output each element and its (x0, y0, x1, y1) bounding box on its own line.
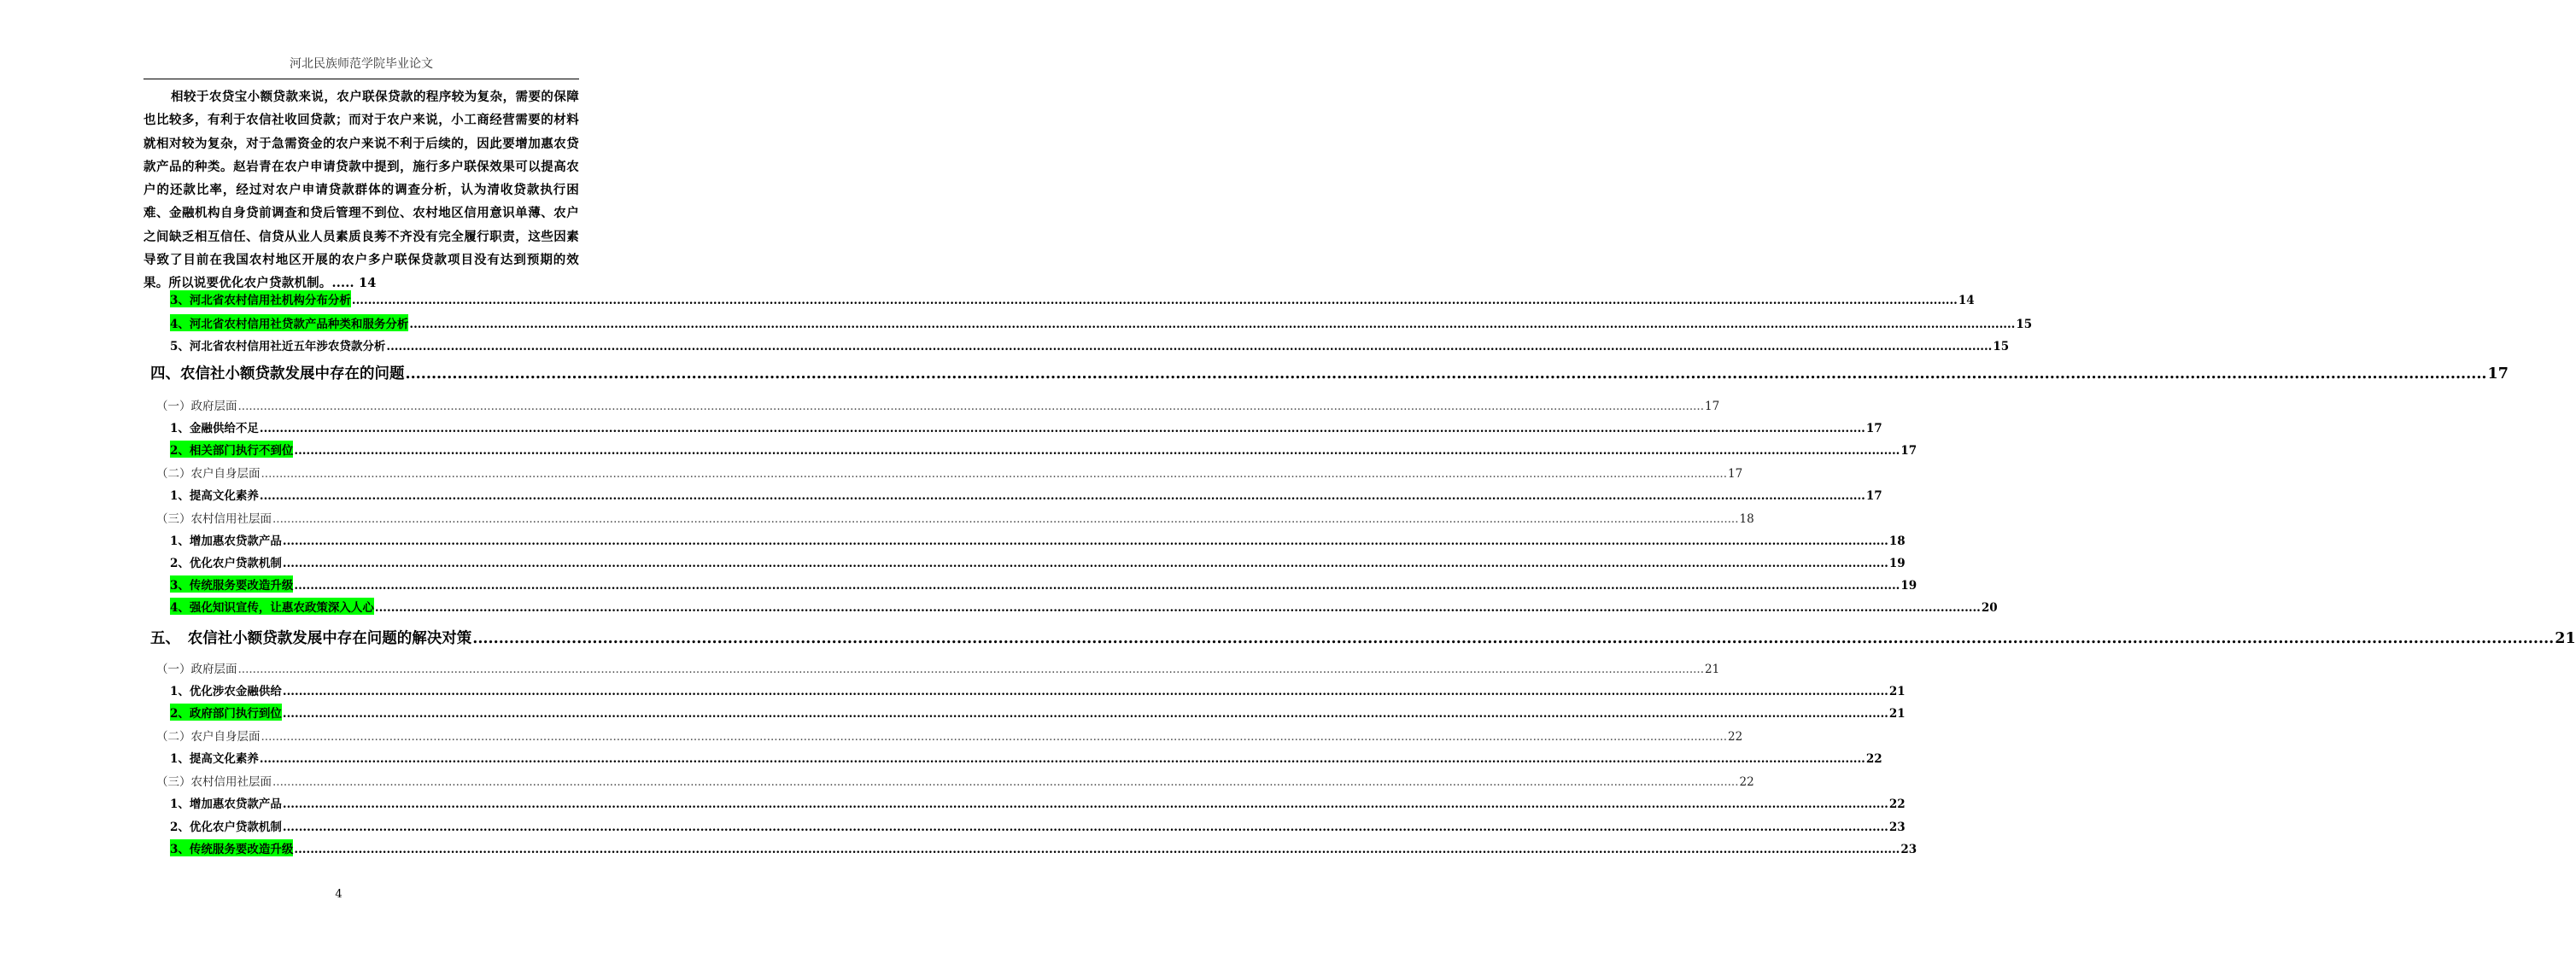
toc-entry[interactable] (150, 362, 2509, 389)
toc-entry[interactable] (156, 772, 1754, 794)
toc-leader-dots: ................................................................................................................................................................................................................................................................................................................................................................................................................ (386, 340, 1993, 353)
toc-leader-dots: ................................................................................................................................................................................................................................................................................................................................................................................................................ (472, 630, 2555, 647)
toc-entry-label: （二）农户自身层面 (156, 730, 261, 744)
toc-entry[interactable] (156, 659, 1720, 681)
toc-entry[interactable] (170, 336, 2010, 359)
toc-leader-dots: ................................................................................................................................................................................................................................................................................................................................................................................................................ (259, 752, 1865, 766)
toc-entry[interactable] (170, 553, 1906, 575)
toc-entry[interactable] (156, 727, 1743, 749)
toc-entry[interactable] (170, 575, 1917, 598)
toc-entry-label: 1、增加惠农贷款产品 (170, 797, 282, 811)
toc-entry-page: 22 (1865, 752, 1882, 766)
toc-entry-page: 17 (2487, 365, 2509, 383)
toc-leader-dots: ................................................................................................................................................................................................................................................................................................................................................................................................................ (282, 797, 1888, 811)
toc-entry-page: 17 (1865, 489, 1882, 503)
toc-entry-label: 2、相关部门执行不到位 (170, 441, 293, 458)
toc-entry-page: 17 (1728, 467, 1743, 481)
toc-entry[interactable] (170, 749, 1882, 771)
toc-leader-dots: ................................................................................................................................................................................................................................................................................................................................................................................................................ (282, 685, 1888, 698)
toc-entry-label: 1、金融供给不足 (170, 422, 259, 435)
toc-entry-page: 17 (1705, 400, 1720, 413)
toc-entry[interactable] (156, 464, 1743, 486)
toc-entry-label: 1、增加惠农贷款产品 (170, 534, 282, 548)
toc-leader-dots: ................................................................................................................................................................................................................................................................................................................................................................................................................ (374, 601, 1981, 615)
toc-entry-page: 22 (1888, 797, 1906, 811)
toc-entry-label: 2、政府部门执行到位 (170, 704, 282, 721)
toc-entry[interactable] (156, 509, 1754, 531)
toc-leader-dots: ................................................................................................................................................................................................................................................................................................................................................................................................................ (294, 444, 1900, 458)
toc-entry[interactable] (170, 817, 1906, 839)
toc-entry-label: （一）政府层面 (156, 400, 237, 413)
toc-leader-dots: ................................................................................................................................................................................................................................................................................................................................................................................................................ (282, 821, 1888, 834)
toc-entry-label: 四、农信社小额贷款发展中存在的问题 (150, 365, 405, 383)
toc-entry-page: 21 (1888, 707, 1906, 721)
toc-entry[interactable] (170, 441, 1917, 463)
toc-entry-label: （三）农村信用社层面 (156, 512, 272, 526)
toc-entry-page: 19 (1900, 579, 1917, 593)
toc-entry[interactable] (170, 704, 1906, 726)
toc-entry[interactable] (170, 531, 1906, 553)
toc-entry-page: 15 (2016, 318, 2033, 331)
toc-entry-label: 4、河北省农村信用社贷款产品种类和服务分析 (170, 314, 408, 331)
toc-entry-page: 23 (1900, 843, 1917, 856)
toc-entry-page: 18 (1888, 534, 1906, 548)
toc-leader-dots: ................................................................................................................................................................................................................................................................................................................................................................................................................ (237, 400, 1705, 413)
toc-entry-label: 3、传统服务要改造升级 (170, 839, 293, 856)
toc-leader-dots: ................................................................................................................................................................................................................................................................................................................................................................................................................ (409, 318, 2016, 331)
toc-leader-dots: ................................................................................................................................................................................................................................................................................................................................................................................................................ (259, 489, 1865, 503)
toc-entry[interactable] (170, 681, 1906, 704)
toc-leader-dots: ................................................................................................................................................................................................................................................................................................................................................................................................................ (351, 294, 1958, 307)
toc-entry[interactable] (150, 627, 2576, 654)
toc-entry-page: 18 (1739, 512, 1754, 526)
toc-leader-dots: ................................................................................................................................................................................................................................................................................................................................................................................................................ (261, 467, 1728, 481)
paragraph-text: 相较于农贷宝小额贷款来说，农户联保贷款的程序较为复杂，需要的保障也比较多，有利于农信社收回贷款；而对于农户来说，小工商经营需要的材料就相对较为复杂，对于急需资金的农户来说不利于后续的，因此要增加惠农贷款产品的种类。赵岩青在农户申请贷款中提到，施行多户联保效果可以提高农户的还款比率，经过对农户申请贷款群体的调查分析，认为清收贷款执行困难、金融机构自身贷前调查和贷后管理不到位、农村地区信用意识单薄、农户之间缺乏相互信任、信贷从业人员素质良莠不齐没有完全履行职责，这些因素导致了目前在我国农村地区开展的农户多户联保贷款项目没有达到预期的效果。所以说要优化农户贷款机制。 (143, 90, 579, 291)
page-header: 河北民族师范学院毕业论文 (290, 57, 433, 71)
toc-entry-page: 15 (1993, 340, 2010, 353)
toc-entry[interactable] (170, 486, 1882, 508)
toc-entry[interactable] (170, 794, 1906, 816)
toc-entry-label: 2、优化农户贷款机制 (170, 557, 282, 570)
toc-entry-page: 21 (1888, 685, 1906, 698)
toc-leader-dots: ................................................................................................................................................................................................................................................................................................................................................................................................................ (282, 534, 1888, 548)
toc-entry[interactable] (170, 839, 1917, 862)
toc-entry-page: 21 (2555, 630, 2576, 647)
toc-entry-label: （一）政府层面 (156, 663, 237, 676)
toc-entry-label: 5、河北省农村信用社近五年涉农贷款分析 (170, 340, 386, 353)
toc-entry-page: 20 (1981, 601, 1998, 615)
paragraph-leader-dots: ..... (331, 276, 354, 291)
toc-leader-dots: ................................................................................................................................................................................................................................................................................................................................................................................................................ (237, 663, 1705, 676)
toc-entry-label: 2、优化农户贷款机制 (170, 821, 282, 834)
toc-entry-label: 五、 农信社小额贷款发展中存在问题的解决对策 (150, 630, 472, 647)
toc-entry-page: 22 (1739, 775, 1754, 789)
toc-entry[interactable] (170, 314, 2033, 336)
toc-entry-label: 3、传统服务要改造升级 (170, 575, 293, 593)
toc-entry-page: 19 (1888, 557, 1906, 570)
toc-entry[interactable] (170, 418, 1882, 441)
toc-entry-page: 21 (1705, 663, 1720, 676)
toc-entry-page: 17 (1900, 444, 1917, 458)
toc-entry-page: 14 (1958, 294, 1975, 307)
toc-entry-label: 3、河北省农村信用社机构分布分析 (170, 290, 351, 307)
toc-leader-dots: ................................................................................................................................................................................................................................................................................................................................................................................................................ (261, 730, 1728, 744)
toc-leader-dots: ................................................................................................................................................................................................................................................................................................................................................................................................................ (259, 422, 1865, 435)
toc-entry-label: 1、提高文化素养 (170, 489, 259, 503)
toc-entry-page: 23 (1888, 821, 1906, 834)
toc-leader-dots: ................................................................................................................................................................................................................................................................................................................................................................................................................ (272, 775, 1739, 789)
toc-leader-dots: ................................................................................................................................................................................................................................................................................................................................................................................................................ (294, 579, 1900, 593)
page-number: 4 (335, 888, 342, 901)
toc-leader-dots: ................................................................................................................................................................................................................................................................................................................................................................................................................ (282, 557, 1888, 570)
toc-entry-label: （二）农户自身层面 (156, 467, 261, 481)
toc-entry-label: 1、提高文化素养 (170, 752, 259, 766)
toc-entry[interactable] (156, 396, 1720, 418)
toc-entry-page: 22 (1728, 730, 1743, 744)
toc-leader-dots: ................................................................................................................................................................................................................................................................................................................................................................................................................ (272, 512, 1739, 526)
toc-entry-label: （三）农村信用社层面 (156, 775, 272, 789)
toc-entry[interactable] (170, 598, 1998, 620)
toc-entry-label: 1、优化涉农金融供给 (170, 685, 282, 698)
toc-entry-page: 17 (1865, 422, 1882, 435)
toc-entry-label: 4、强化知识宣传，让惠农政策深入人心 (170, 598, 374, 615)
toc-leader-dots: ................................................................................................................................................................................................................................................................................................................................................................................................................ (294, 843, 1900, 856)
toc-leader-dots: ................................................................................................................................................................................................................................................................................................................................................................................................................ (405, 365, 2487, 383)
paragraph-page-number: 14 (359, 276, 377, 291)
toc-leader-dots: ................................................................................................................................................................................................................................................................................................................................................................................................................ (282, 707, 1888, 721)
toc-entry[interactable] (170, 290, 1975, 313)
